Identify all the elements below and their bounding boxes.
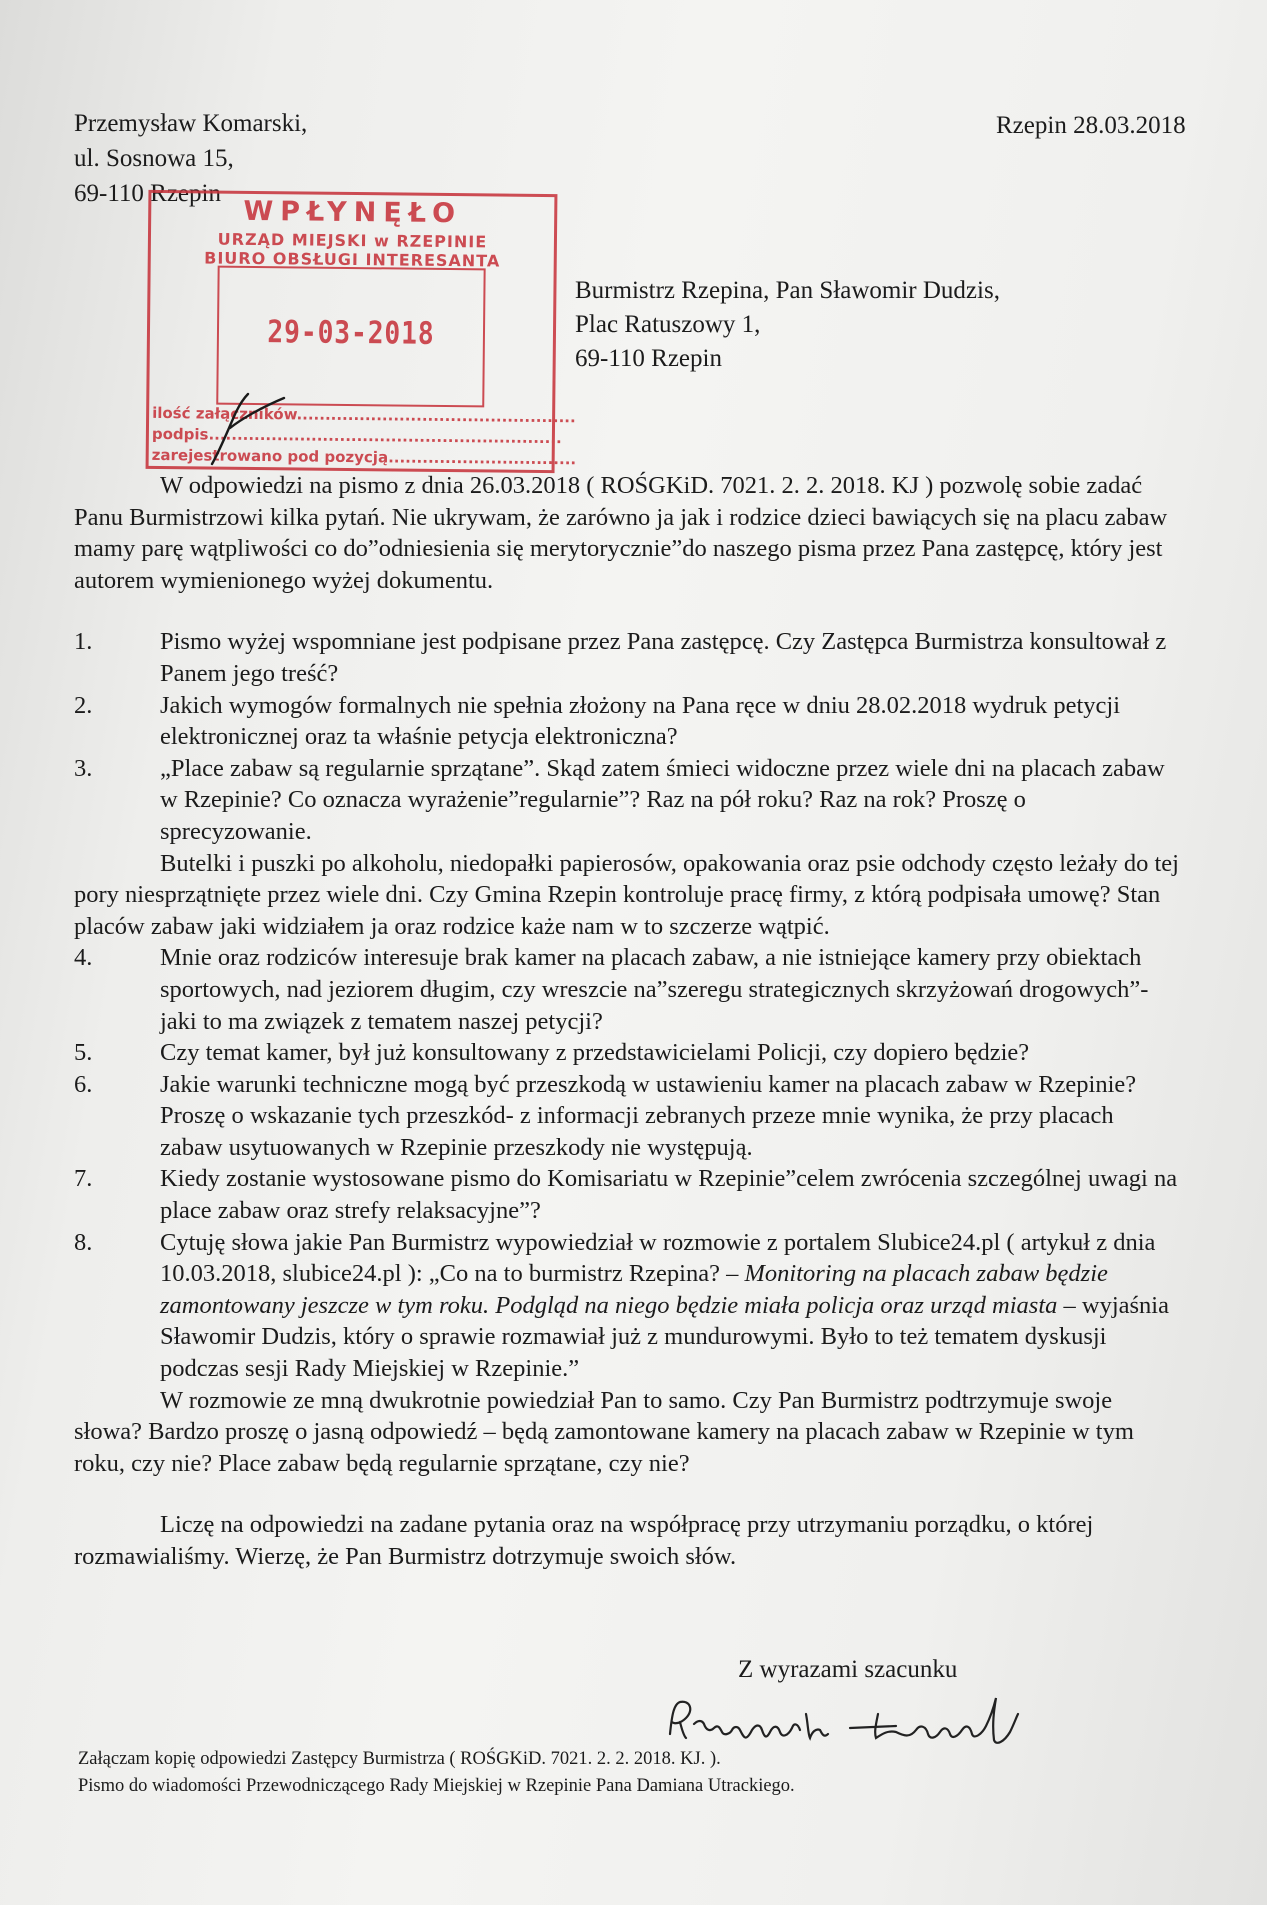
recipient-line-3: 69-110 Rzepin [575,345,722,372]
question-number: 8. [74,1228,93,1256]
quote-intro: Cytuję słowa jakie Pan Burmistrz wypowiedział w rozmowie z portalem Slubice24.pl ( artykuł z dnia 10.03.2018, slubice24.pl ): „Co na to burmistrz Rzepina? – [160,1228,1156,1288]
paragraph-gap [74,1479,1179,1509]
quote-end: – wyjaśnia Sławomir Dudzis, który o sprawie rozmawiał już z mundurowymi. Było to też tematem dyskusji podczas sesji Rady Miejskiej w Rzepinie.” [160,1291,1169,1383]
question-number: 2. [74,691,93,719]
question-text: Mnie oraz rodziców interesuje brak kamer na placach zabaw, a nie istniejące kamery przy obiektach sportowych, nad jeziorem długim, czy wreszcie na”szeregu strategicznych skrzyżowań drogowych”- jaki to ma związek z tematem naszej petycji? [160,944,1149,1035]
question-text: „Place zabaw są regularnie sprzątane”. Skąd zatem śmieci widoczne przez wiele dni na placach zabaw w Rzepinie? Co oznacza wyrażenie”regularnie”? Raz na pół roku? Raz na rok? Proszę o sprecyzowanie. [160,754,1165,845]
question-8-paragraph: W rozmowie ze mną dwukrotnie powiedział Pan to samo. Czy Pan Burmistrz podtrzymuje swoje słowa? Bardzo proszę o jasną odpowiedź – będą zamontowane kamery na placach zabaw w Rzepinie w tym roku, czy nie? Place zabaw będą regularnie sprzątane, czy nie? [74,1386,1134,1477]
footer-attachment-note: Załączam kopię odpowiedzi Zastępcy Burmistrza ( ROŚGKiD. 7021. 2. 2. 2018. KJ. ). [78,1749,721,1769]
question-item-7 [74,1163,1179,1226]
footer-cc-note: Pismo do wiadomości Przewodniczącego Rady Miejskiej w Rzepinie Pana Damiana Utrackiego. [78,1776,795,1796]
stamp-date-box [216,266,485,408]
question-text: Jakie warunki techniczne mogą być przeszkodą w ustawieniu kamer na placach zabaw w Rzepinie? Proszę o wskazanie tych przeszkód- z informacji zebranych przeze mnie wynika, że przy placach zabaw usytuowanych w Rzepinie przeszkody nie występują. [160,1070,1137,1161]
intro-paragraph: W odpowiedzi na pismo z dnia 26.03.2018 ( ROŚGKiD. 7021. 2. 2. 2018. KJ ) pozwolę sobie zadać Panu Burmistrzowi kilka pytań. Nie ukrywam, że zarówno ja jak i rodzice dzieci bawiących się na placu zabaw mamy parę wątpliwości co do”odniesienia się merytorycznie”do naszego pisma przez Pana zastępcę, który jest autorem wymienionego wyżej dokumentu. [74,472,1168,594]
stamp-office-name: URZĄD MIEJSKI w RZEPINIE [217,229,488,252]
question-item-6 [74,1069,1179,1164]
sender-name: Przemysław Komarski, [74,110,308,137]
paragraph-gap [74,596,1179,626]
question-text: Pismo wyżej wspomniane jest podpisane przez Pana zastępcę. Czy Zastępca Burmistrza konsultował z Panem jego treść? [160,628,1167,687]
closing-paragraph: Liczę na odpowiedzi na zadane pytania oraz na współpracę przy utrzymaniu porządku, o której rozmawialiśmy. Wierzę, że Pan Burmistrz dotrzymuje swoich słów. [74,1511,1094,1570]
stamp-handwritten-mark [200,390,300,470]
question-item-2 [74,690,1179,753]
question-item-3 [74,753,1179,848]
question-text [160,1227,1179,1385]
stamp-office-department: BIURO OBSŁUGI INTERESANTA [204,248,501,271]
closing-salutation: Z wyrazami szacunku [738,1656,958,1683]
question-3-paragraph: Butelki i puszki po alkoholu, niedopałki papierosów, opakowania oraz psie odchody często leżały do tej pory niesprzątnięte przez wiele dni. Czy Gmina Rzepin kontroluje pracę firmy, z którą podpisała umowę? Stan placów zabaw jaki widziałem ja oraz rodzice każe nam w to szczerze wątpić. [74,849,1179,940]
stamp-title: WPŁYNĘŁO [243,195,463,230]
question-item-1 [74,626,1179,689]
question-number: 5. [74,1039,93,1067]
quote-italic: Monitoring na placach zabaw będzie zamontowany jeszcze w tym roku. Podgląd na niego będzie miała policja oraz urząd miasta [160,1260,1108,1319]
question-number: 6. [74,1070,93,1098]
question-number: 1. [74,628,93,656]
question-item-8 [74,1227,1179,1385]
letter-body [74,470,1179,1573]
sender-street: ul. Sosnowa 15, [74,145,234,172]
stamp-date: 29-03-2018 [267,314,435,352]
sender-city: 69-110 Rzepin [74,180,221,207]
recipient-line-1: Burmistrz Rzepina, Pan Sławomir Dudzis, [575,277,1000,304]
question-text: Kiedy zostanie wystosowane pismo do Komisariatu w Rzepinie”celem zwrócenia szczególnej uwagi na place zabaw oraz strefy relaksacyjne”? [160,1165,1178,1225]
question-text: Jakich wymogów formalnych nie spełnia złożony na Pana ręce w dniu 28.02.2018 wydruk petycji elektronicznej oraz ta właśnie petycja elektroniczna? [160,691,1121,751]
question-text: Czy temat kamer, był już konsultowany z przedstawicielami Policji, czy dopiero będzie? [160,1039,1030,1067]
recipient-line-2: Plac Ratuszowy 1, [575,311,761,338]
question-number: 3. [74,754,93,782]
stamp-registered-line: zarejestrowano pod pozycją................................. [151,445,577,469]
question-number: 4. [74,944,93,972]
recipient-address [575,274,1000,376]
stamp-signature-line: podpis.............................................................. [151,424,562,448]
letter-date: Rzepin 28.03.2018 [996,112,1186,139]
question-item-4 [74,942,1179,1037]
question-item-5 [74,1037,1179,1069]
question-number: 7. [74,1165,93,1193]
stamp-attachments-line: ilość załączników................................................. [152,403,576,427]
letter-footer [78,1746,795,1800]
